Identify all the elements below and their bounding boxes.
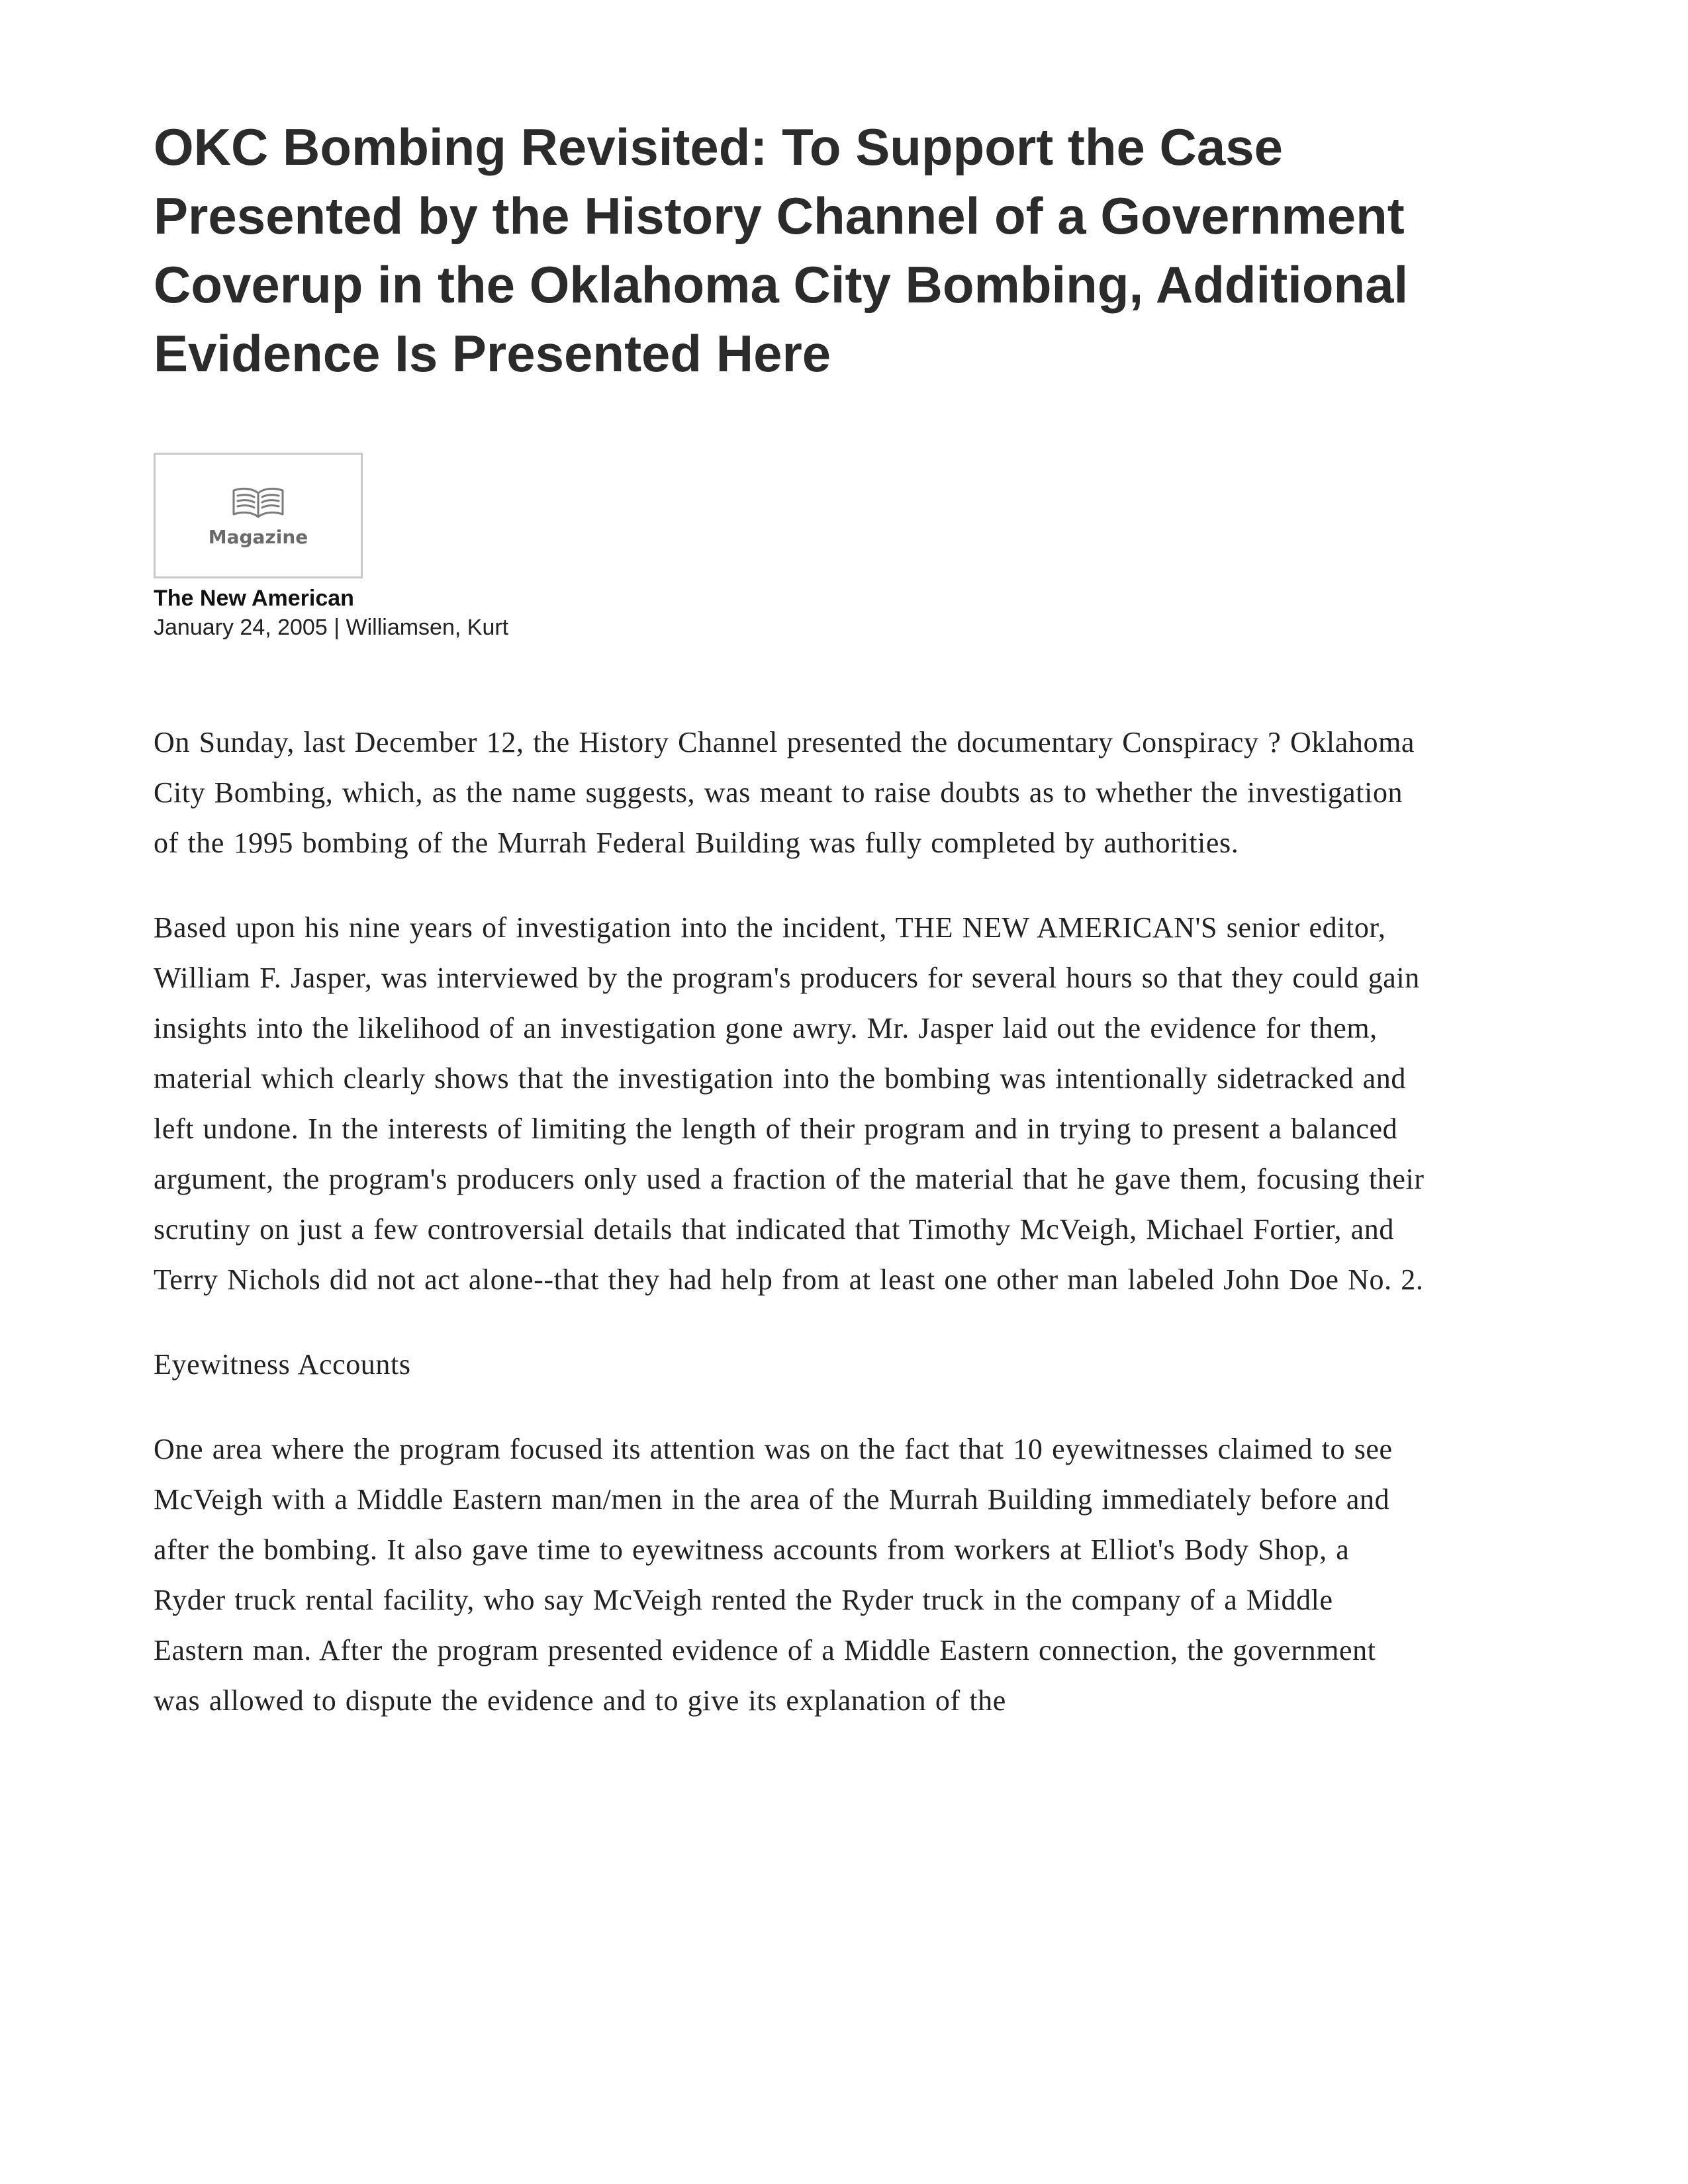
article-body <box>154 717 1425 1726</box>
body-paragraph: Based upon his nine years of investigation into the incident, THE NEW AMERICAN'S senior editor, William F. Jasper, was interviewed by the program's producers for several hours so that they could gain insights into the likelihood of an investigation gone awry. Mr. Jasper laid out the evidence for them, material which clearly shows that the investigation into the bombing was intentionally sidetracked and left undone. In the interests of limiting the length of their program and in trying to present a balanced argument, the program's producers only used a fraction of the material that he gave them, focusing their scrutiny on just a few controversial details that indicated that Timothy McVeigh, Michael Fortier, and Terry Nichols did not act alone--that they had help from at least one other man labeled John Doe No. 2. <box>154 911 1425 1296</box>
section-heading: Eyewitness Accounts <box>154 1348 411 1381</box>
body-paragraph: One area where the program focused its attention was on the fact that 10 eyewitnesses claimed to see McVeigh with a Middle Eastern man/men in the area of the Murrah Building immediately before and after the bombing. It also gave time to eyewitness accounts from workers at Elliot's Body Shop, a Ryder truck rental facility, who say McVeigh rented the Ryder truck in the company of a Middle Eastern man. After the program presented evidence of a Middle Eastern connection, the government was allowed to dispute the evidence and to give its explanation of the <box>154 1433 1393 1717</box>
body-paragraph: On Sunday, last December 12, the History Channel presented the documentary Conspiracy ? Oklahoma City Bombing, which, as the name suggests, was meant to raise doubts as to whether the investigation of the 1995 bombing of the Murrah Federal Building was fully completed by authorities. <box>154 726 1415 859</box>
author-name: Williamsen, Kurt <box>346 615 509 640</box>
open-book-icon <box>230 484 287 521</box>
article <box>154 113 1425 1760</box>
article-meta <box>154 613 1425 642</box>
publish-date: January 24, 2005 <box>154 615 328 640</box>
magazine-thumbnail[interactable] <box>154 453 363 578</box>
publication-name: The New American <box>154 586 354 611</box>
article-title: OKC Bombing Revisited: To Support the Case Presented by the History Channel of a Government Coverup in the Oklahoma City Bombing, Additional Evidence Is Presented Here <box>154 118 1409 383</box>
thumbnail-label: Magazine <box>208 525 308 548</box>
meta-separator: | <box>334 615 340 640</box>
